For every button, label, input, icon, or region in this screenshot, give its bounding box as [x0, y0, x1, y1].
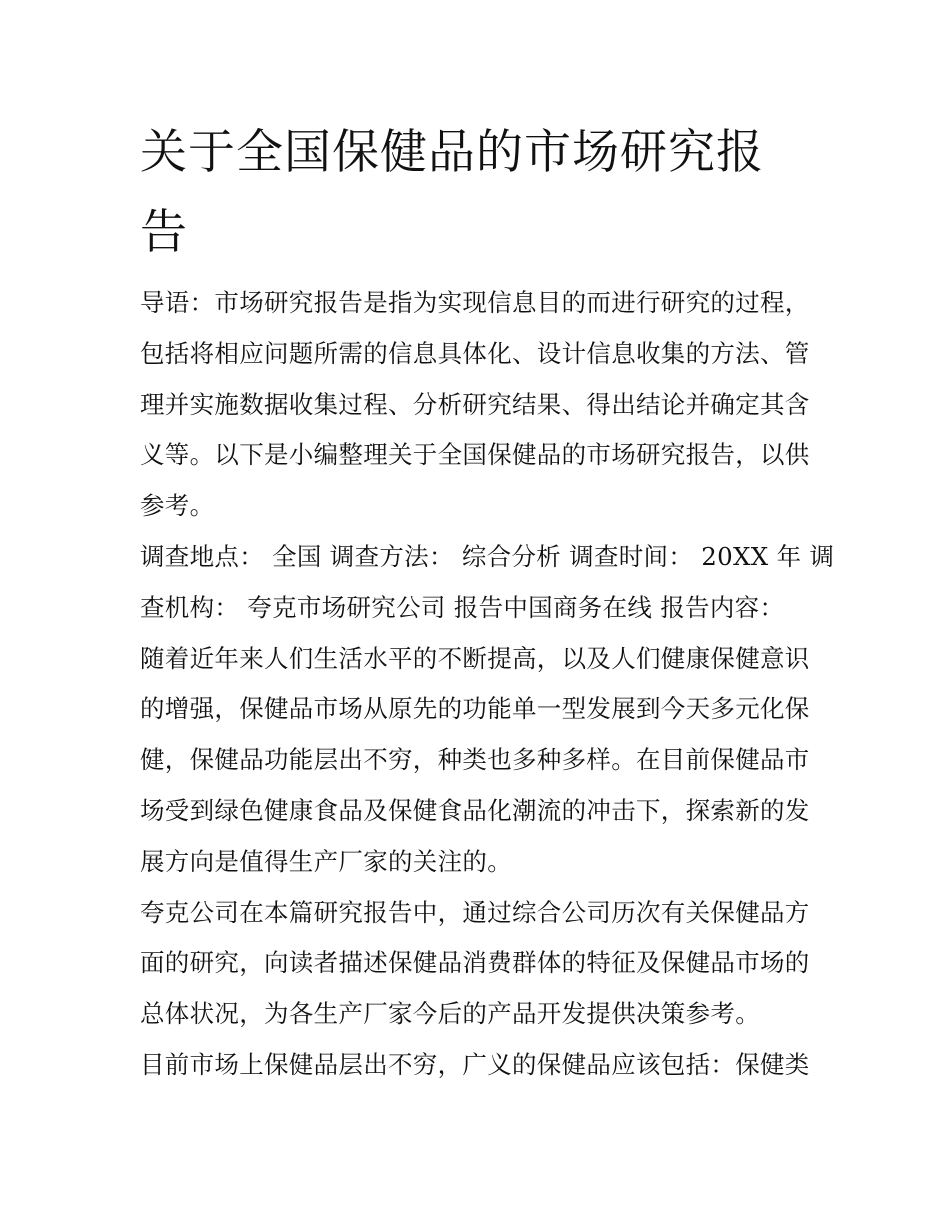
body-text-line: 查机构： 夸克市场研究公司 报告中国商务在线 报告内容： [140, 592, 785, 622]
body-text-line: 面的研究，向读者描述保健品消费群体的特征及保健品市场的 [140, 948, 810, 978]
body-text-line: 随着近年来人们生活水平的不断提高，以及人们健康保健意识 [140, 643, 810, 673]
body-text-line: 目前市场上保健品层出不穷，广义的保健品应该包括：保健类 [140, 1050, 810, 1079]
body-text-line: 参考。 [140, 491, 215, 521]
document-title-line-2: 告 [140, 205, 188, 260]
body-text-line: 展方向是值得生产厂家的关注的。 [140, 846, 512, 876]
body-text-line: 义等。以下是小编整理关于全国保健品的市场研究报告，以供 [140, 440, 810, 470]
body-text-line: 调查地点： 全国 调查方法： 综合分析 调查时间： 20XX 年 调 [140, 542, 835, 571]
body-text-line: 健，保健品功能层出不穷，种类也多种多样。在目前保健品市 [140, 745, 810, 775]
body-text-line: 导语：市场研究报告是指为实现信息目的而进行研究的过程， [140, 288, 810, 317]
body-text-line: 的增强，保健品市场从原先的功能单一型发展到今天多元化保 [140, 694, 810, 724]
document-title-line-1: 关于全国保健品的市场研究报 [140, 125, 764, 180]
body-text-line: 总体状况，为各生产厂家今后的产品开发提供决策参考。 [140, 999, 760, 1029]
body-text-line: 理并实施数据收集过程、分析研究结果、得出结论并确定其含 [140, 389, 810, 419]
body-text-line: 夸克公司在本篇研究报告中，通过综合公司历次有关保健品方 [140, 897, 810, 927]
body-text-line: 包括将相应问题所需的信息具体化、设计信息收集的方法、管 [140, 338, 810, 368]
body-text-line: 场受到绿色健康食品及保健食品化潮流的冲击下，探索新的发 [140, 796, 810, 825]
